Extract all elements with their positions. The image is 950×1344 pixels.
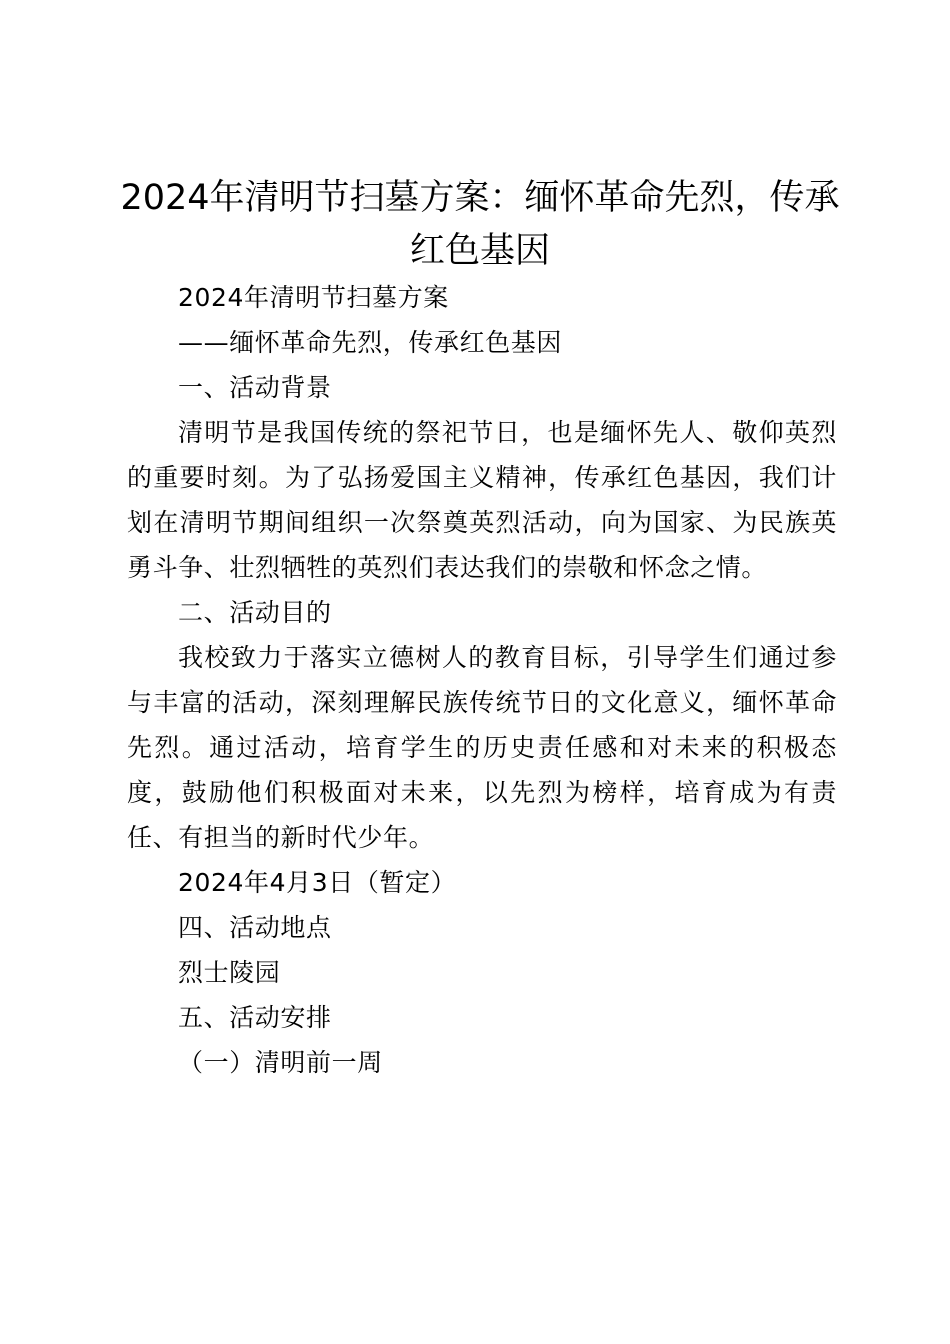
document-title: 2024年清明节扫墓方案：缅怀革命先烈，传承红色基因 bbox=[120, 178, 840, 271]
activity-location: 烈士陵园 bbox=[178, 958, 281, 987]
paragraph-purpose: 我校致力于落实立德树人的教育目标，引导学生们通过参与丰富的活动，深刻理解民族传统节日的文化意义，缅怀革命先烈。通过活动，培育学生的历史责任感和对未来的积极态度，鼓励他们积极面对未来，以先烈为榜样，培育成为有责任、有担当的新时代少年。 bbox=[127, 643, 837, 852]
section-heading-purpose: 二、活动目的 bbox=[178, 598, 332, 627]
document-body bbox=[127, 275, 837, 1085]
subtitle-line: 2024年清明节扫墓方案 bbox=[178, 283, 449, 312]
section-heading-arrangement: 五、活动安排 bbox=[178, 1003, 332, 1032]
theme-line: ——缅怀革命先烈，传承红色基因 bbox=[178, 328, 563, 357]
activity-date: 2024年4月3日（暂定） bbox=[178, 868, 457, 897]
arrangement-subheading: （一）清明前一周 bbox=[178, 1048, 383, 1077]
section-heading-location: 四、活动地点 bbox=[178, 913, 332, 942]
section-heading-background: 一、活动背景 bbox=[178, 373, 332, 402]
paragraph-background: 清明节是我国传统的祭祀节日，也是缅怀先人、敬仰英烈的重要时刻。为了弘扬爱国主义精神，传承红色基因，我们计划在清明节期间组织一次祭奠英烈活动，向为国家、为民族英勇斗争、壮烈牺牲的英烈们表达我们的崇敬和怀念之情。 bbox=[127, 418, 837, 582]
